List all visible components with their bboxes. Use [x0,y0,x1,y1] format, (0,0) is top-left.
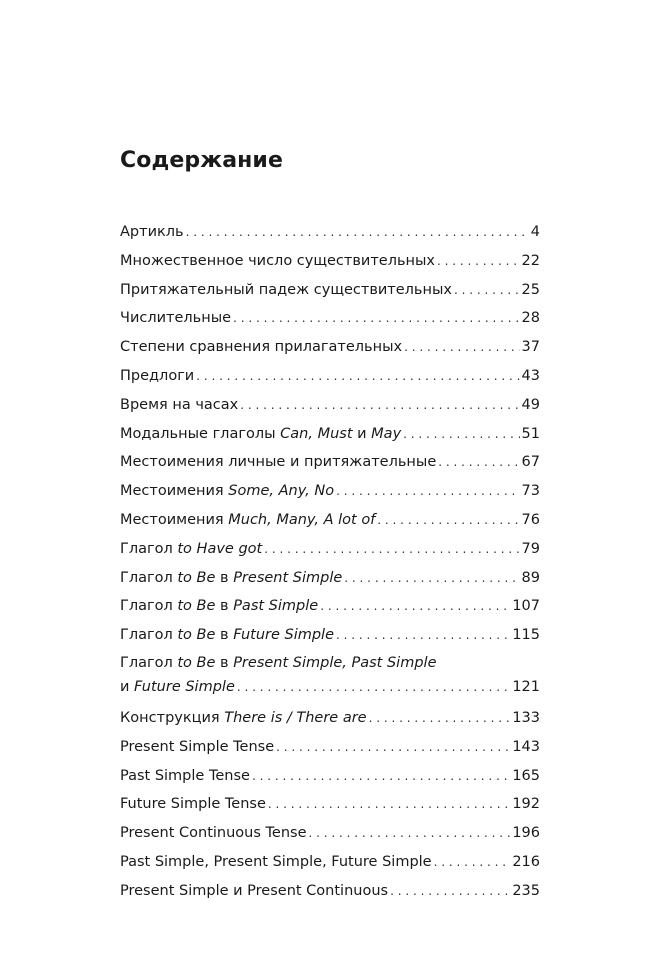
toc-page-number: 73 [521,483,540,500]
toc-entry [120,276,540,305]
dot-leader [403,420,519,449]
toc-entry [120,247,540,276]
toc-page-number: 76 [521,511,540,528]
toc-entry-title [120,704,367,733]
toc-entry-title [120,391,238,420]
toc-title-segment: Конструкция [120,709,225,726]
toc-entry-title [120,362,194,391]
toc-title-segment: и [352,425,372,442]
toc-entry-line [120,420,540,449]
toc-title-segment: Much, Many, A lot of [228,511,376,528]
toc-title-segment: в [215,627,234,644]
toc-entry-line [120,362,540,391]
toc-entry-line [120,848,540,877]
toc-entry-line [120,621,540,650]
toc-entry-line [120,333,540,362]
toc-title-segment: Притяжательный падеж существительных [120,281,452,298]
toc-title-segment: Present Simple Tense [120,738,275,755]
dot-leader [438,448,519,477]
toc-entry [120,535,540,564]
toc-page-number: 121 [512,678,540,695]
toc-title-segment: There is / There are [224,709,367,726]
toc-entry [120,877,540,906]
toc-page-number: 25 [521,281,540,298]
toc-entry-line [120,733,540,762]
toc-entry [120,733,540,762]
toc-title-segment: Past Simple, Present Simple, Future Simple [120,853,432,870]
toc-title-segment: to Be [177,627,216,644]
toc-entry-title [120,819,307,848]
toc-entry-title [120,218,184,247]
toc-page-number: 107 [512,598,540,615]
toc-entry-line [120,877,540,906]
toc-entry-title [120,762,250,791]
toc-page-number: 28 [521,310,540,327]
dot-leader [434,848,511,877]
toc-entry [120,790,540,819]
toc-title-segment: Степени сравнения прилагательных [120,339,403,356]
toc-title-segment: Present Simple, Past Simple [233,654,437,671]
toc-entry [120,762,540,791]
toc-entry-title [120,333,402,362]
toc-entry-title [120,420,401,449]
toc-entry-first-line [120,652,540,675]
toc-title-segment: Время на часах [120,396,239,413]
toc-entry [120,448,540,477]
toc-title-segment: Глагол [120,569,178,586]
dot-leader [320,592,510,621]
toc-entry-line [120,247,540,276]
toc-entry-title [120,535,262,564]
toc-entry [120,704,540,733]
dot-leader [264,535,519,564]
toc-entry [120,362,540,391]
toc-entry [120,564,540,593]
toc-entry-title [120,247,435,276]
toc-entry [120,592,540,621]
dot-leader [336,621,510,650]
toc-entry-title [120,564,342,593]
toc-entry-line [120,218,540,247]
dot-leader [268,790,510,819]
toc-entry-title [120,790,266,819]
toc-title-segment: Глагол [120,654,178,671]
toc-title-segment: в [215,654,234,671]
toc-entry [120,819,540,848]
toc-page-number: 133 [512,709,540,726]
toc-title-segment: Глагол [120,540,178,557]
toc-title-segment: Числительные [120,310,232,327]
toc-entry-title [120,877,388,906]
toc-entry [120,391,540,420]
toc-entry-line [120,448,540,477]
toc-title-segment: Местоимения личные и притяжательные [120,454,437,471]
toc-title-segment: Предлоги [120,367,195,384]
toc-title-segment: to Be [177,569,216,586]
toc-entry-title [120,733,274,762]
toc-page-number: 67 [521,454,540,471]
toc-title-segment: Present Simple и Present Continuous [120,882,389,899]
dot-leader [276,733,510,762]
dot-leader [196,362,519,391]
toc-entry-line [120,790,540,819]
toc-title-segment: в [215,569,234,586]
toc-entry-line [120,564,540,593]
dot-leader [237,675,510,699]
toc-entry [120,333,540,362]
dot-leader [437,247,520,276]
dot-leader [344,564,519,593]
toc-entry-title [120,304,231,333]
toc-entry [120,848,540,877]
toc-entry [120,506,540,535]
toc-entry [120,218,540,247]
toc-title-segment: to Be [177,598,216,615]
toc-title-segment: Модальные глаголы [120,425,281,442]
toc-title-segment: Артикль [120,224,184,240]
toc-entry-title [120,276,452,305]
toc-entry-line [120,506,540,535]
toc-page-number: 79 [521,540,540,557]
dot-leader [369,704,511,733]
toc-page-number: 89 [521,569,540,586]
toc-entry-line [120,535,540,564]
dot-leader [377,506,519,535]
toc-page-number: 37 [521,339,540,356]
dot-leader [336,477,519,506]
toc-entry [120,477,540,506]
dot-leader [309,819,511,848]
toc-entry-title [120,592,318,621]
toc-entry-title [120,477,334,506]
toc-entry-line [120,704,540,733]
dot-leader [404,333,519,362]
toc-title-segment: Future Simple Tense [120,796,266,813]
toc-entry-line [120,592,540,621]
toc-page-number: 235 [512,882,540,899]
toc-entry-line [120,304,540,333]
toc-title-segment: Местоимения [120,511,229,528]
toc-entry [120,304,540,333]
toc-entry-line [120,276,540,305]
toc-entry-line [120,391,540,420]
toc-entry [120,652,540,704]
toc-entry-title [120,848,432,877]
toc-title-segment: Future Simple [233,627,335,644]
dot-leader [233,304,519,333]
dot-leader [390,877,510,906]
table-of-contents [120,218,540,906]
toc-entry [120,621,540,650]
toc-title-segment: Глагол [120,627,178,644]
toc-page-number: 196 [512,825,540,842]
toc-title-segment: в [215,598,234,615]
toc-entry-line [120,675,540,699]
toc-title-segment: Past Simple [233,598,319,615]
toc-title-segment: to Have got [177,540,263,557]
toc-title-segment: to Be [177,654,216,671]
toc-page-number: 143 [512,738,540,755]
toc-entry-title [120,675,235,699]
toc-entry-title [120,506,375,535]
toc-title-segment: Present Continuous Tense [120,825,307,842]
toc-page-number: 43 [521,367,540,384]
toc-title-segment: Глагол [120,598,178,615]
toc-title-segment: Future Simple [134,678,235,695]
toc-entry-line [120,819,540,848]
toc-title-segment: и [120,678,135,695]
toc-title-segment: May [371,425,402,442]
toc-page-number: 192 [512,796,540,813]
toc-title-segment: Can, Must [280,425,353,442]
toc-title-segment: Past Simple Tense [120,767,250,784]
dot-leader [240,391,519,420]
toc-entry-line [120,762,540,791]
toc-page-number: 165 [512,767,540,784]
toc-title-segment: Some, Any, No [228,483,335,500]
toc-title-segment: Множественное число существительных [120,252,436,269]
toc-title-segment: Местоимения [120,483,229,500]
toc-entry [120,420,540,449]
dot-leader [186,218,529,247]
toc-entry-title [120,621,334,650]
toc-entry-title [120,652,437,675]
toc-page-number: 49 [521,396,540,413]
page-title: Содержание [120,148,283,173]
toc-page-number: 4 [530,224,540,240]
toc-page-number: 51 [521,425,540,442]
dot-leader [454,276,520,305]
toc-page-number: 216 [512,853,540,870]
toc-entry-title [120,448,436,477]
toc-page-number: 115 [512,627,540,644]
toc-entry-line [120,477,540,506]
dot-leader [252,762,510,791]
toc-title-segment: Present Simple [233,569,343,586]
toc-page-number: 22 [521,252,540,269]
